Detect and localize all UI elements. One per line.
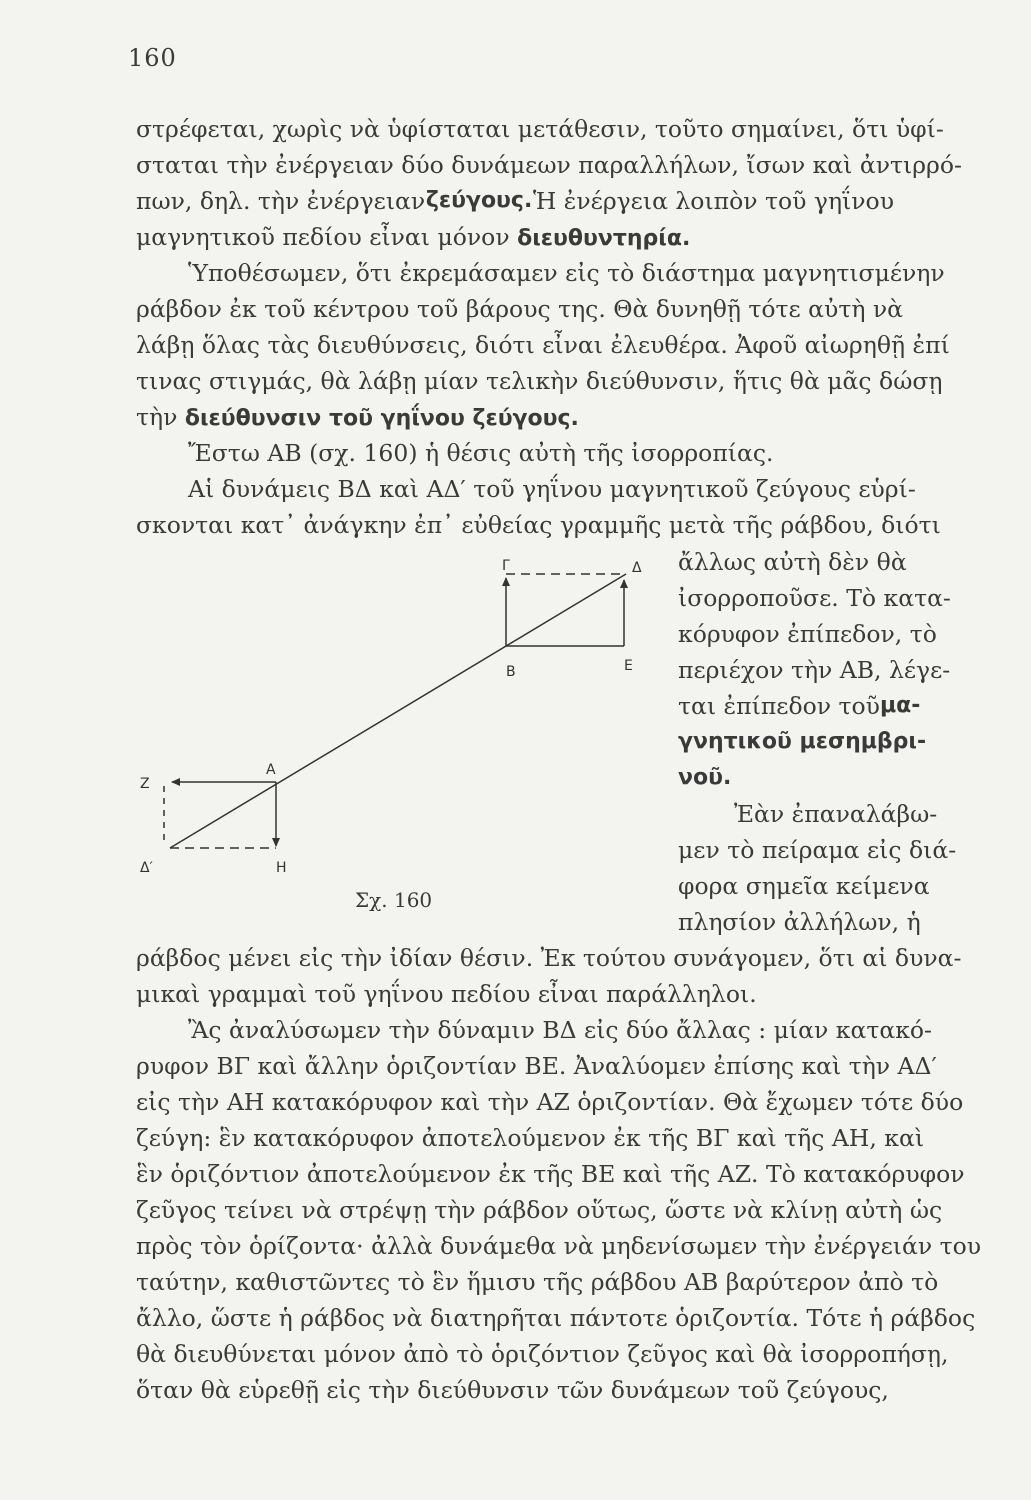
text-line: ρυφον ΒΓ καὶ ἄλλην ὁριζοντίαν ΒΕ. Ἀναλύομεν ἐπίσης καὶ τὴν ΑΔ′ [136, 1052, 937, 1080]
text-line [678, 725, 927, 759]
figure-160 [130, 550, 650, 880]
text-line: ἰσορροποῦσε. Τὸ κατα- [678, 584, 951, 612]
text-line: ζεῦγος τείνει νὰ στρέψῃ τὴν ράβδον οὕτως, ὥστε νὰ κλίνῃ αὐτὴ ὡς [136, 1196, 943, 1224]
label-beta: Β [506, 664, 516, 680]
text-line: ράβδος μένει εἰς τὴν ἰδίαν θέσιν. Ἐκ τούτου συνάγομεν, ὅτι αἱ δυνα- [136, 944, 962, 972]
text-line: Ἔστω ΑΒ (σχ. 160) ἡ θέσις αὐτὴ τῆς ἰσορροπίας. [188, 439, 774, 467]
text-line: Αἱ δυνάμεις ΒΔ καὶ ΑΔ′ τοῦ γηΐνου μαγνητικοῦ ζεύγους εὑρί- [188, 475, 916, 503]
text-line [678, 761, 894, 795]
text-line [136, 220, 690, 256]
label-eta: Η [276, 860, 287, 876]
text-line: Ἂς ἀναλύσωμεν τὴν δύναμιν ΒΔ εἰς δύο ἄλλας : μίαν κατακό- [188, 1016, 932, 1044]
text-line: σταται τὴν ἐνέργειαν δύο δυνάμεων παραλλήλων, ἴσων καὶ ἀντιρρό- [136, 151, 962, 179]
text-line: σκονται κατ᾽ ἀνάγκην ἐπ᾽ εὐθείας γραμμῆς μετὰ τῆς ράβδου, διότι [136, 511, 941, 539]
text-line: ὅταν θὰ εὑρεθῇ εἰς τὴν διεύθυνσιν τῶν δυνάμεων τοῦ ζεύγους, [136, 1376, 889, 1404]
text-line: ζεύγη: ἓν κατακόρυφον ἀποτελούμενον ἐκ τῆς ΒΓ καὶ τῆς ΑΗ, καὶ [136, 1124, 925, 1152]
label-alpha: Α [266, 762, 276, 778]
text-line [136, 400, 579, 436]
label-epsilon: Ε [624, 658, 633, 674]
text-line: ἄλλως αὐτὴ δὲν θὰ [678, 548, 907, 576]
text-line: μικαὶ γραμμαὶ τοῦ γηΐνου πεδίου εἶναι παράλληλοι. [136, 980, 757, 1008]
text-line: τινας στιγμάς, θὰ λάβῃ μίαν τελικὴν διεύθυνσιν, ἥτις θὰ μᾶς δώσῃ [136, 367, 943, 395]
text-line [678, 689, 921, 723]
text-span: Ἡ ἐνέργεια λοιπὸν τοῦ γηΐνου [532, 187, 894, 215]
label-zeta: Ζ [140, 776, 150, 792]
text-line: ἄλλο, ὥστε ἡ ράβδος νὰ διατηρῆται πάντοτε ὁριζοντία. Τότε ἡ ράβδος [136, 1304, 976, 1332]
text-line: ἓν ὁριζόντιον ἀποτελούμενον ἐκ τῆς ΒΕ καὶ τῆς ΑΖ. Τὸ κατακόρυφον [136, 1160, 965, 1188]
text-line: μεν τὸ πείραμα εἰς διά- [678, 836, 957, 864]
text-span: πων, δηλ. τὴν ἐνέργειαν [136, 187, 426, 215]
label-delta: Δ [632, 560, 642, 576]
text-span: ται ἐπίπεδον τοῦ [678, 692, 880, 720]
figure-caption: Σχ. 160 [355, 888, 433, 912]
rod-line [170, 574, 626, 848]
bold-term: μα- [879, 693, 921, 718]
text-line: Ἐὰν ἐπαναλάβω- [734, 800, 938, 828]
text-span: τὴν [136, 403, 178, 431]
text-line: κόρυφον ἐπίπεδον, τὸ [678, 620, 937, 648]
text-line: λάβῃ ὅλας τὰς διευθύνσεις, διότι εἶναι ἐλευθέρα. Ἀφοῦ αἰωρηθῇ ἐπί [136, 331, 950, 359]
bold-term: γνητικοῦ μεσημβρι- [678, 729, 927, 754]
bold-term: διεύθυνσιν τοῦ γηΐνου ζεύγους. [184, 406, 579, 431]
text-span: μαγνητικοῦ πεδίου εἶναι μόνον [136, 223, 510, 251]
text-line: ταύτην, καθιστῶντες τὸ ἓν ἥμισυ τῆς ράβδου ΑΒ βαρύτερον ἀπὸ τὸ [136, 1268, 939, 1296]
text-line [136, 184, 894, 218]
text-line: στρέφεται, χωρὶς νὰ ὑφίσταται μετάθεσιν, τοῦτο σημαίνει, ὅτι ὑφί- [136, 115, 944, 143]
bold-term: νοῦ. [678, 765, 732, 790]
text-line: ράβδον ἐκ τοῦ κέντρου τοῦ βάρους της. Θὰ δυνηθῇ τότε αὐτὴ νὰ [136, 295, 904, 323]
text-line: φορα σημεῖα κείμενα [678, 872, 930, 900]
page-number: 160 [128, 44, 177, 72]
text-line: περιέχον τὴν ΑΒ, λέγε- [678, 656, 951, 684]
label-delta-prime: Δ′ [140, 860, 153, 876]
text-line: Ὑποθέσωμεν, ὅτι ἐκρεμάσαμεν εἰς τὸ διάστημα μαγνητισμένην [188, 259, 945, 287]
label-gamma: Γ [502, 558, 510, 574]
bold-term: διευθυντηρία. [517, 226, 691, 251]
text-line: θὰ διευθύνεται μόνον ἀπὸ τὸ ὁριζόντιον ζεῦγος καὶ θὰ ἰσορροπήσῃ, [136, 1340, 949, 1368]
text-line: εἰς τὴν ΑΗ κατακόρυφον καὶ τὴν ΑΖ ὁριζοντίαν. Θὰ ἔχωμεν τότε δύο [136, 1088, 964, 1116]
text-line: πλησίον ἀλλήλων, ἡ [678, 908, 921, 936]
text-line: πρὸς τὸν ὁρίζοντα· ἀλλὰ δυνάμεθα νὰ μηδενίσωμεν τὴν ἐνέργειάν του [136, 1232, 982, 1260]
bold-term: ζεύγους. [425, 188, 533, 213]
